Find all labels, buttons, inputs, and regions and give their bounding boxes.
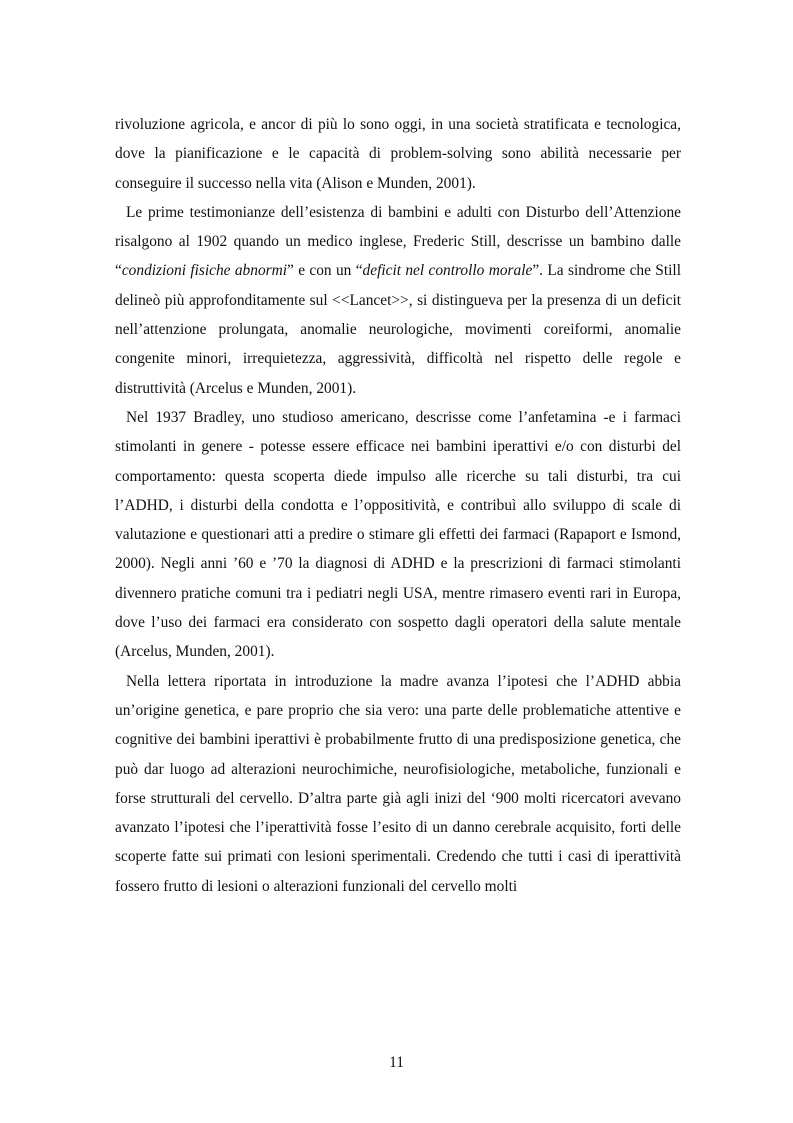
paragraph-4: Nella lettera riportata in introduzione la madre avanza l’ipotesi che l’ADHD abbia un’origine genetica, e pare proprio che sia vero: una parte delle problematiche attentive e cognitive dei bambini iperattivi è probabilmente frutto di una predisposizione genetica, che può dar luogo ad alterazioni neurochimiche, neurofisiologiche, metaboliche, funzionali e forse strutturali del cervello. D’altra parte già agli inizi del ‘900 molti ricercatori avevano avanzato l’ipotesi che l’iperattività fosse l’esito di un danno cerebrale acquisito, forti delle scoperte fatte sui primati con lesioni sperimentali. Credendo che tutti i casi di iperattività fossero frutto di lesioni o alterazioni funzionali del cervello molti [115, 672, 681, 895]
paragraph-2-text-a: Le prime testimonianze dell’esistenza di bambini e adulti con Disturbo dell’Attenzione risalgono al 1902 quando un medico inglese, Frederic Still, descrisse un bambino dalle “ [115, 203, 681, 280]
paragraph-2-text-c: ”. La sindrome che Still delineò più approfonditamente sul <<Lancet>>, si distingueva per la presenza di un deficit nell’attenzione prolungata, anomalie neurologiche, movimenti coreiformi, anomalie congenite minori, irrequietezza, aggressività, difficoltà nel rispetto delle regole e distruttività (Arcelus e Munden, 2001). [115, 262, 681, 397]
paragraph-2-italic-a: condizioni fisiche abnormi [121, 262, 288, 280]
page-number: 11 [389, 1054, 404, 1071]
body-text [115, 110, 681, 901]
paragraph-1: rivoluzione agricola, e ancor di più lo sono oggi, in una società stratificata e tecnologica, dove la pianificazione e le capacità di problem-solving sono abilità necessarie per conseguire il successo nella vita (Alison e Munden, 2001). [115, 116, 681, 192]
paragraph-2-italic-b: deficit nel controllo morale [362, 262, 533, 280]
paragraph-3: Nel 1937 Bradley, uno studioso americano, descrisse come l’anfetamina -e i farmaci stimolanti in genere - potesse essere efficace nei bambini iperattivi e/o con disturbi del comportamento: questa scoperta diede impulso alle ricerche su tali disturbi, tra cui l’ADHD, i disturbi della condotta e l’oppositività, e contribuì allo sviluppo di scale di valutazione e questionari atti a predire o stimare gli effetti dei farmaci (Rapaport e Ismond, 2000). Negli anni ’60 e ’70 la diagnosi di ADHD e la prescrizioni di farmaci stimolanti divennero pratiche comuni tra i pediatri negli USA, mentre rimasero eventi rari in Europa, dove l’uso dei farmaci era considerato con sospetto dagli operatori della salute mentale (Arcelus, Munden, 2001). [115, 408, 681, 661]
paragraph-2-text-b: ” e con un “ [287, 262, 363, 280]
paragraph-2 [115, 198, 681, 403]
